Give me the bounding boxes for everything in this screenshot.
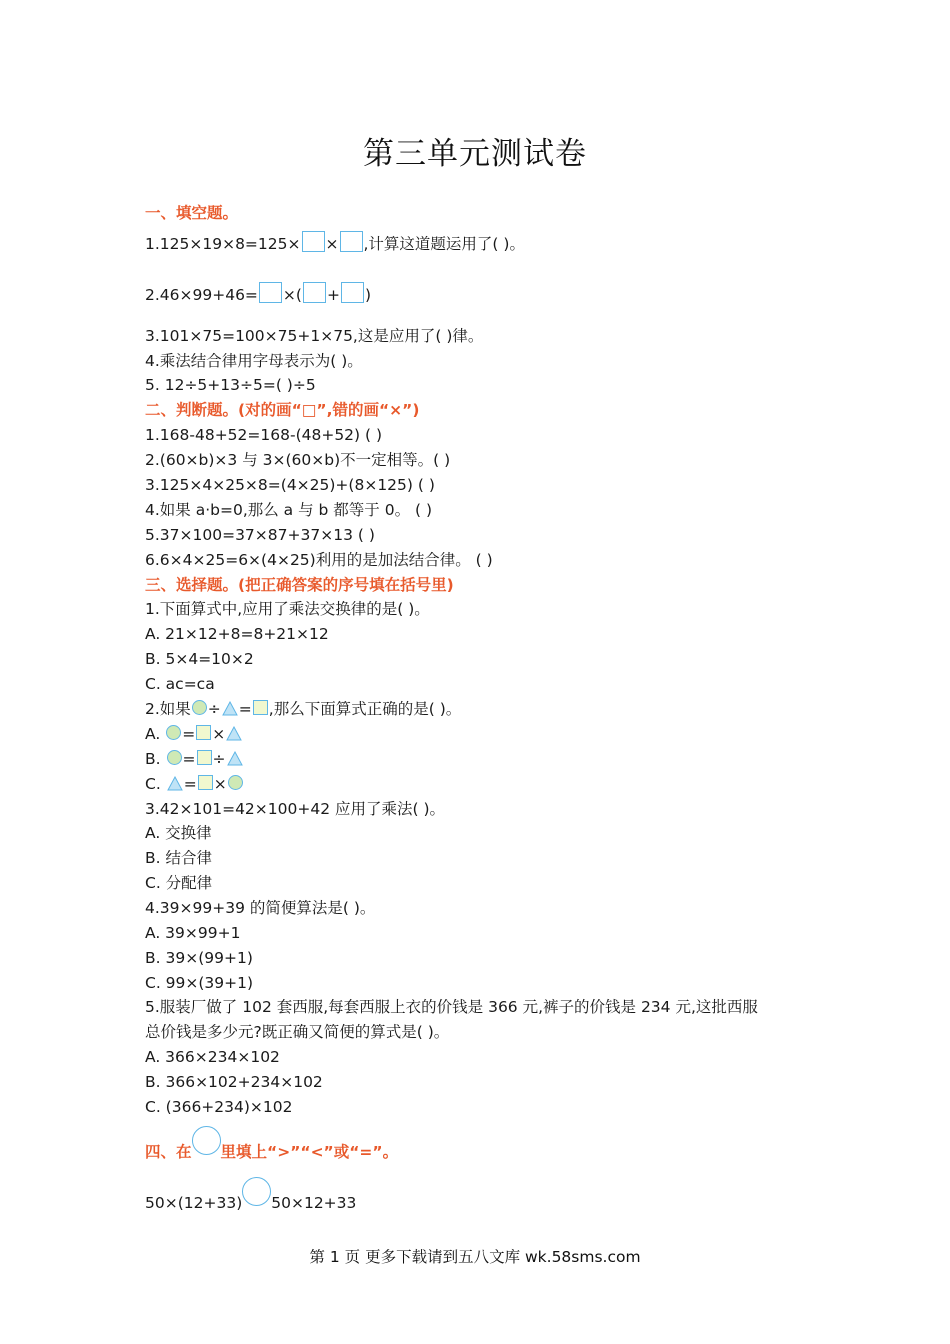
question-text: +	[326, 286, 340, 304]
section-heading-text: 里填上“>”“<”或“=”。	[220, 1143, 399, 1161]
square-shape-icon	[197, 750, 212, 765]
square-shape-icon	[196, 725, 211, 740]
equals-sign: =	[238, 700, 252, 718]
choice-question-5-line-2: 总价钱是多少元?既正确又简便的算式是( )。	[145, 1023, 450, 1041]
choice-option-b: B. 结合律	[145, 849, 212, 867]
section-heading-true-false: 二、判断题。(对的画“□”,错的画“×”)	[145, 401, 420, 419]
choice-option-a: A. 交换律	[145, 824, 212, 842]
question-1-5: 5. 12÷5+13÷5=( )÷5	[145, 376, 316, 394]
answer-box[interactable]	[259, 282, 282, 303]
section-heading-fill-blank: 一、填空题。	[145, 204, 239, 222]
equals-sign: =	[182, 725, 196, 743]
question-1-2	[145, 282, 371, 305]
question-text: ,那么下面算式正确的是( )。	[268, 700, 462, 718]
triangle-shape-icon	[222, 701, 238, 716]
choice-option-b: B. 366×102+234×102	[145, 1073, 323, 1091]
circle-shape-icon	[192, 700, 207, 715]
choice-option-a: A. 366×234×102	[145, 1048, 280, 1066]
compare-answer-circle[interactable]	[242, 1177, 271, 1206]
judgement-item-1: 1.168-48+52=168-(48+52) ( )	[145, 426, 383, 444]
choice-option-c: C. (366+234)×102	[145, 1098, 293, 1116]
section-heading-compare	[145, 1126, 398, 1162]
choice-option-a: A. 39×99+1	[145, 924, 241, 942]
compare-left-expression: 50×(12+33)	[145, 1194, 243, 1212]
question-text: 2.如果	[145, 700, 191, 718]
triangle-shape-icon	[226, 726, 242, 741]
choice-option-c	[145, 774, 244, 794]
choice-option-c: C. 99×(39+1)	[145, 974, 254, 992]
judgement-item-4: 4.如果 a·b=0,那么 a 与 b 都等于 0。 ( )	[145, 501, 433, 519]
divide-sign: ÷	[207, 700, 221, 718]
option-label: C.	[145, 775, 161, 793]
choice-option-a	[145, 724, 243, 744]
question-1-1	[145, 231, 525, 254]
square-shape-icon	[198, 775, 213, 790]
page-title: 第三单元测试卷	[363, 136, 587, 172]
question-text: ,计算这道题运用了( )。	[363, 235, 525, 253]
triangle-shape-icon	[227, 751, 243, 766]
circle-shape-icon	[166, 725, 181, 740]
answer-box[interactable]	[340, 231, 363, 252]
equals-sign: =	[183, 775, 197, 793]
section-heading-multiple-choice: 三、选择题。(把正确答案的序号填在括号里)	[145, 576, 454, 594]
divide-sign: ÷	[212, 750, 226, 768]
circle-blank-icon	[192, 1126, 221, 1155]
page-footer: 第 1 页 更多下载请到五八文库 wk.58sms.com	[309, 1248, 641, 1266]
question-text: ×	[325, 235, 339, 253]
choice-question-5-line-1: 5.服装厂做了 102 套西服,每套西服上衣的价钱是 366 元,裤子的价钱是 234 元,这批西服	[145, 998, 758, 1016]
judgement-item-3: 3.125×4×25×8=(4×25)+(8×125) ( )	[145, 476, 435, 494]
judgement-item-2: 2.(60×b)×3 与 3×(60×b)不一定相等。( )	[145, 451, 451, 469]
circle-shape-icon	[167, 750, 182, 765]
section-heading-text: 四、在	[145, 1143, 192, 1161]
choice-option-b: B. 5×4=10×2	[145, 650, 254, 668]
option-label: A.	[145, 725, 161, 743]
choice-option-c: C. ac=ca	[145, 675, 215, 693]
choice-question-3: 3.42×101=42×100+42 应用了乘法( )。	[145, 800, 446, 818]
choice-option-a: A. 21×12+8=8+21×12	[145, 625, 329, 643]
question-text: ×(	[282, 286, 302, 304]
question-text: )	[364, 286, 372, 304]
choice-question-2	[145, 699, 461, 719]
judgement-item-5: 5.37×100=37×87+37×13 ( )	[145, 526, 375, 544]
equals-sign: =	[182, 750, 196, 768]
option-label: B.	[145, 750, 161, 768]
answer-box[interactable]	[303, 282, 326, 303]
choice-question-1: 1.下面算式中,应用了乘法交换律的是( )。	[145, 600, 430, 618]
answer-box[interactable]	[341, 282, 364, 303]
compare-right-expression: 50×12+33	[271, 1194, 357, 1212]
circle-shape-icon	[228, 775, 243, 790]
judgement-item-6: 6.6×4×25=6×(4×25)利用的是加法结合律。 ( )	[145, 551, 493, 569]
times-sign: ×	[213, 775, 227, 793]
choice-question-4: 4.39×99+39 的简便算法是( )。	[145, 899, 376, 917]
triangle-shape-icon	[167, 776, 183, 791]
choice-option-b: B. 39×(99+1)	[145, 949, 253, 967]
times-sign: ×	[212, 725, 226, 743]
question-1-3: 3.101×75=100×75+1×75,这是应用了( )律。	[145, 327, 484, 345]
choice-option-b	[145, 749, 244, 769]
question-text: 2.46×99+46=	[145, 286, 258, 304]
choice-option-c: C. 分配律	[145, 874, 213, 892]
question-text: 1.125×19×8=125×	[145, 235, 301, 253]
answer-box[interactable]	[302, 231, 325, 252]
square-shape-icon	[253, 700, 268, 715]
question-1-4: 4.乘法结合律用字母表示为( )。	[145, 352, 363, 370]
compare-question	[145, 1177, 356, 1213]
